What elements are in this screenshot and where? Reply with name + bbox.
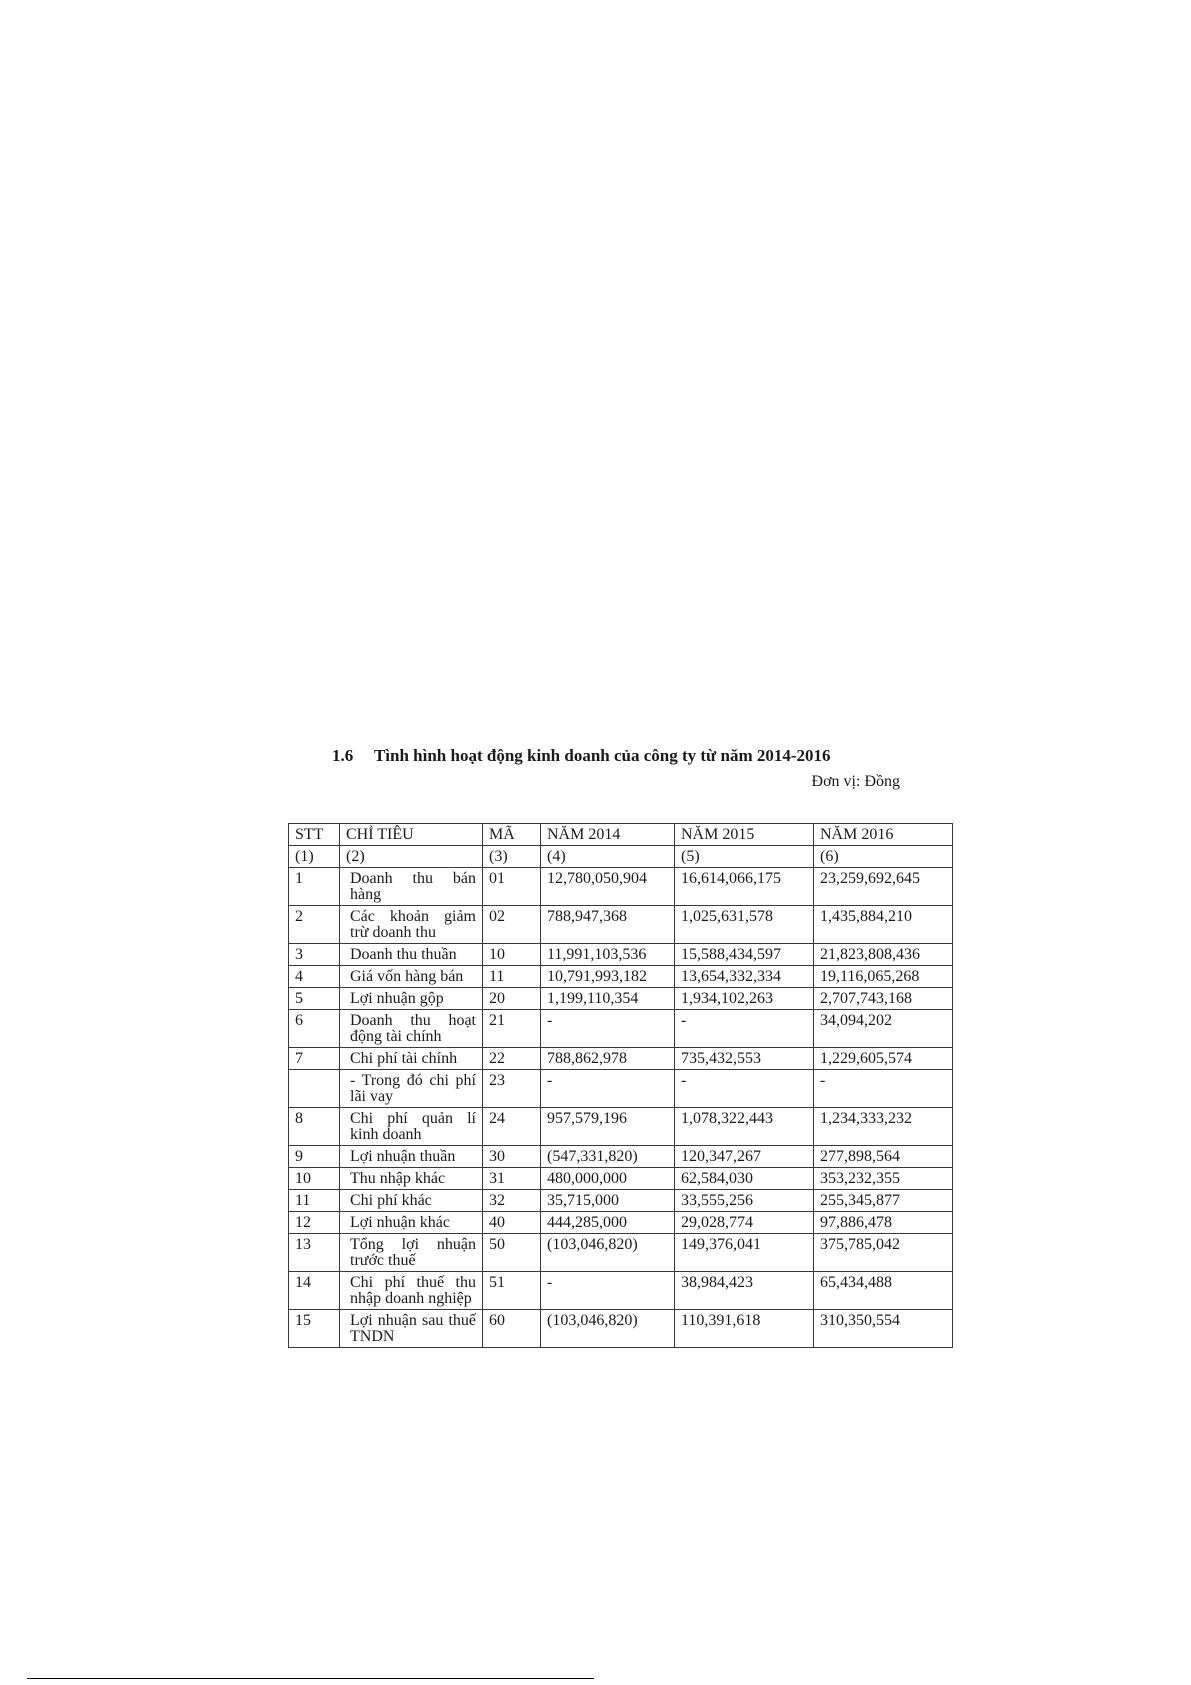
table-row (289, 966, 953, 988)
row-indicator-cell: Thu nhập khác (340, 1168, 483, 1190)
table-row (289, 1272, 953, 1310)
row-2015-cell: 1,078,322,443 (675, 1108, 814, 1146)
footnote-separator (27, 1678, 594, 1679)
row-stt-cell (289, 1070, 340, 1108)
row-2015-cell: - (675, 1010, 814, 1048)
row-stt-cell: 1 (289, 868, 340, 906)
table-row (289, 1234, 953, 1272)
row-2014-cell: 11,991,103,536 (541, 944, 675, 966)
row-stt-cell: 5 (289, 988, 340, 1010)
row-2016-cell: 277,898,564 (814, 1146, 953, 1168)
row-stt-cell: 9 (289, 1146, 340, 1168)
row-2016-cell: 375,785,042 (814, 1234, 953, 1272)
header-cell: NĂM 2015 (675, 824, 814, 846)
row-stt-cell: 14 (289, 1272, 340, 1310)
row-2015-cell: 16,614,066,175 (675, 868, 814, 906)
row-code-cell: 10 (483, 944, 541, 966)
table-body (289, 868, 953, 1348)
header-cell: NĂM 2016 (814, 824, 953, 846)
row-code-cell: 11 (483, 966, 541, 988)
table-row (289, 1212, 953, 1234)
header-row (289, 824, 953, 846)
row-2014-cell: (103,046,820) (541, 1234, 675, 1272)
header-cell: STT (289, 824, 340, 846)
row-code-cell: 22 (483, 1048, 541, 1070)
row-2014-cell: (547,331,820) (541, 1146, 675, 1168)
row-2016-cell: - (814, 1070, 953, 1108)
row-indicator-cell: Giá vốn hàng bán (340, 966, 483, 988)
row-2016-cell: 19,116,065,268 (814, 966, 953, 988)
table-row (289, 944, 953, 966)
row-stt-cell: 4 (289, 966, 340, 988)
row-2015-cell: - (675, 1070, 814, 1108)
row-indicator-cell: Lợi nhuận gộp (340, 988, 483, 1010)
row-2014-cell: 35,715,000 (541, 1190, 675, 1212)
row-2014-cell: 788,862,978 (541, 1048, 675, 1070)
row-2014-cell: 957,579,196 (541, 1108, 675, 1146)
column-number-cell: (4) (541, 846, 675, 868)
table-row (289, 1048, 953, 1070)
row-code-cell: 01 (483, 868, 541, 906)
table-row (289, 1190, 953, 1212)
row-code-cell: 51 (483, 1272, 541, 1310)
row-code-cell: 32 (483, 1190, 541, 1212)
header-cell: NĂM 2014 (541, 824, 675, 846)
row-2014-cell: 10,791,993,182 (541, 966, 675, 988)
row-code-cell: 23 (483, 1070, 541, 1108)
row-indicator-cell: Tổng lợi nhuận trước thuế (340, 1234, 483, 1272)
row-2014-cell: 1,199,110,354 (541, 988, 675, 1010)
table-row (289, 1146, 953, 1168)
row-2014-cell: - (541, 1272, 675, 1310)
header-cell: CHỈ TIÊU (340, 824, 483, 846)
row-2015-cell: 29,028,774 (675, 1212, 814, 1234)
table-row (289, 988, 953, 1010)
table-row (289, 1010, 953, 1048)
row-stt-cell: 13 (289, 1234, 340, 1272)
row-2016-cell: 34,094,202 (814, 1010, 953, 1048)
row-2016-cell: 2,707,743,168 (814, 988, 953, 1010)
row-2016-cell: 97,886,478 (814, 1212, 953, 1234)
column-number-cell: (2) (340, 846, 483, 868)
row-2015-cell: 62,584,030 (675, 1168, 814, 1190)
section-heading (332, 746, 932, 766)
row-2016-cell: 255,345,877 (814, 1190, 953, 1212)
row-indicator-cell: Chi phí tài chính (340, 1048, 483, 1070)
row-2016-cell: 353,232,355 (814, 1168, 953, 1190)
row-stt-cell: 7 (289, 1048, 340, 1070)
row-code-cell: 02 (483, 906, 541, 944)
row-2016-cell: 1,234,333,232 (814, 1108, 953, 1146)
row-stt-cell: 10 (289, 1168, 340, 1190)
section-number: 1.6 (332, 746, 354, 765)
column-number-cell: (6) (814, 846, 953, 868)
row-indicator-cell: Lợi nhuận khác (340, 1212, 483, 1234)
row-indicator-cell: Chi phí thuế thu nhập doanh nghiệp (340, 1272, 483, 1310)
row-2014-cell: 788,947,368 (541, 906, 675, 944)
row-indicator-cell: Doanh thu thuần (340, 944, 483, 966)
row-indicator-cell: Lợi nhuận thuần (340, 1146, 483, 1168)
table-row (289, 1108, 953, 1146)
row-2015-cell: 120,347,267 (675, 1146, 814, 1168)
row-2014-cell: 12,780,050,904 (541, 868, 675, 906)
column-number-cell: (1) (289, 846, 340, 868)
row-2016-cell: 23,259,692,645 (814, 868, 953, 906)
row-code-cell: 20 (483, 988, 541, 1010)
row-code-cell: 40 (483, 1212, 541, 1234)
row-2015-cell: 33,555,256 (675, 1190, 814, 1212)
row-2016-cell: 310,350,554 (814, 1310, 953, 1348)
row-code-cell: 24 (483, 1108, 541, 1146)
row-indicator-cell: Doanh thu hoạt động tài chính (340, 1010, 483, 1048)
row-2014-cell: 480,000,000 (541, 1168, 675, 1190)
row-indicator-cell: Các khoản giảm trừ doanh thu (340, 906, 483, 944)
row-2014-cell: 444,285,000 (541, 1212, 675, 1234)
row-stt-cell: 2 (289, 906, 340, 944)
row-stt-cell: 15 (289, 1310, 340, 1348)
business-results-table (288, 823, 953, 1348)
row-2016-cell: 1,435,884,210 (814, 906, 953, 944)
row-code-cell: 30 (483, 1146, 541, 1168)
row-code-cell: 31 (483, 1168, 541, 1190)
row-indicator-cell: Doanh thu bán hàng (340, 868, 483, 906)
table-row (289, 906, 953, 944)
row-2014-cell: - (541, 1070, 675, 1108)
table-row (289, 1310, 953, 1348)
row-2015-cell: 15,588,434,597 (675, 944, 814, 966)
column-number-cell: (3) (483, 846, 541, 868)
row-2014-cell: - (541, 1010, 675, 1048)
section-title: Tình hình hoạt động kinh doanh của công ty từ năm 2014-2016 (373, 746, 831, 765)
table-row (289, 1070, 953, 1108)
row-indicator-cell: - Trong đó chi phí lãi vay (340, 1070, 483, 1108)
header-cell: MÃ (483, 824, 541, 846)
row-2015-cell: 38,984,423 (675, 1272, 814, 1310)
column-number-cell: (5) (675, 846, 814, 868)
row-code-cell: 21 (483, 1010, 541, 1048)
table-row (289, 1168, 953, 1190)
row-2015-cell: 735,432,553 (675, 1048, 814, 1070)
row-2016-cell: 21,823,808,436 (814, 944, 953, 966)
row-2015-cell: 13,654,332,334 (675, 966, 814, 988)
row-2014-cell: (103,046,820) (541, 1310, 675, 1348)
row-2015-cell: 1,934,102,263 (675, 988, 814, 1010)
row-stt-cell: 11 (289, 1190, 340, 1212)
row-2016-cell: 65,434,488 (814, 1272, 953, 1310)
row-stt-cell: 3 (289, 944, 340, 966)
row-indicator-cell: Lợi nhuận sau thuế TNDN (340, 1310, 483, 1348)
column-number-row (289, 846, 953, 868)
row-code-cell: 60 (483, 1310, 541, 1348)
table-row (289, 868, 953, 906)
row-2015-cell: 1,025,631,578 (675, 906, 814, 944)
row-stt-cell: 12 (289, 1212, 340, 1234)
row-2015-cell: 149,376,041 (675, 1234, 814, 1272)
row-code-cell: 50 (483, 1234, 541, 1272)
row-2016-cell: 1,229,605,574 (814, 1048, 953, 1070)
row-indicator-cell: Chi phí quản lí kinh doanh (340, 1108, 483, 1146)
row-stt-cell: 6 (289, 1010, 340, 1048)
row-stt-cell: 8 (289, 1108, 340, 1146)
unit-note: Đơn vị: Đồng (811, 773, 900, 790)
row-indicator-cell: Chi phí khác (340, 1190, 483, 1212)
row-2015-cell: 110,391,618 (675, 1310, 814, 1348)
